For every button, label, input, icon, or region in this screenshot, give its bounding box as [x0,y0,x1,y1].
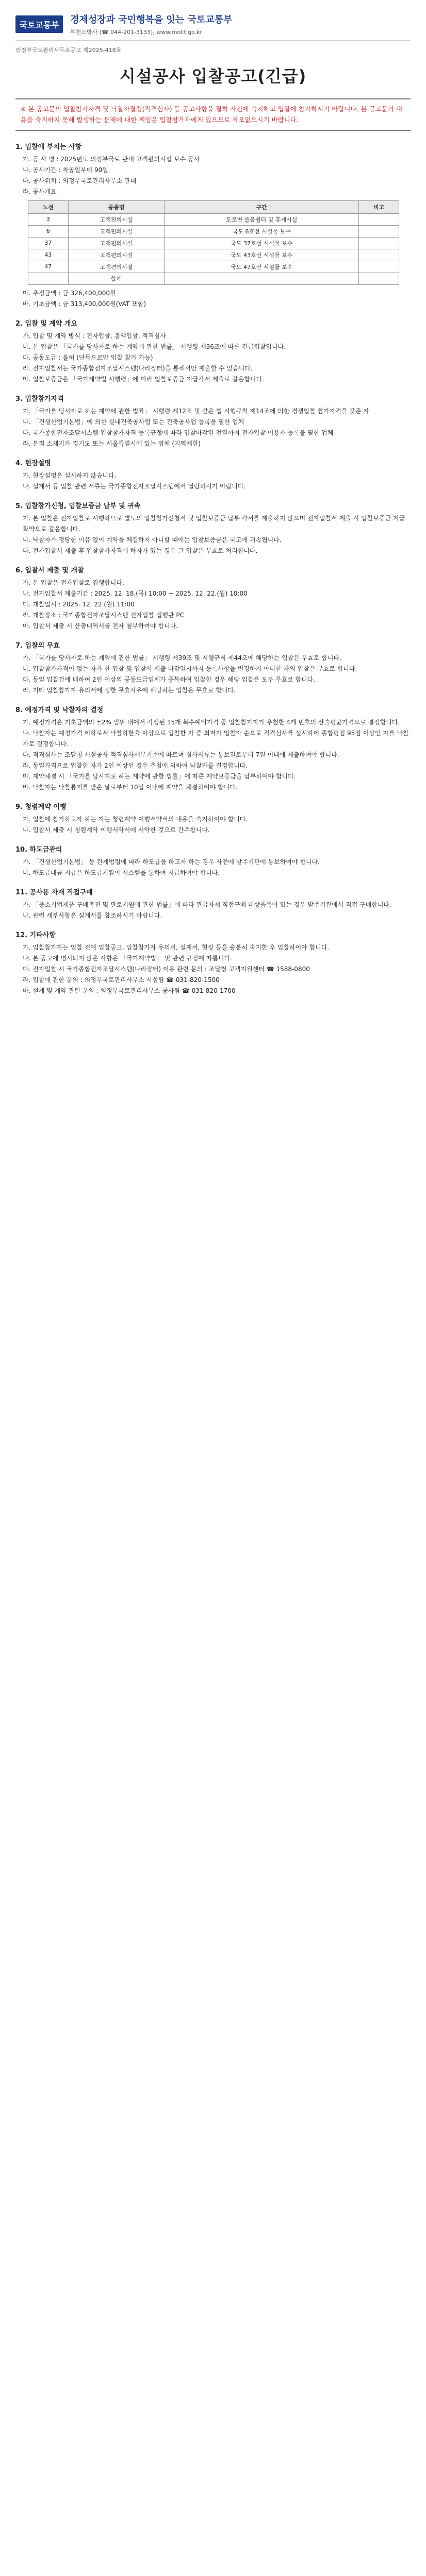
table-cell: 합계 [68,273,165,284]
section-line: 다. 전자입찰 시 국가종합전자조달시스템(나라장터) 이용 관련 문의 : 조달청 고객지원센터 ☎ 1588-0800 [23,965,310,973]
section-line: 라. 기타 입찰참가자 유의서에 정한 무효사유에 해당하는 입찰은 무효로 합니다. [23,686,236,694]
section-line: 바. 낙찰자는 낙찰통지를 받은 날로부터 10일 이내에 계약을 체결하여야 합니다. [23,783,238,791]
section-line: 마. 입찰서 제출 시 산출내역서를 전자 첨부하여야 합니다. [23,622,178,630]
table-row [28,213,399,225]
cost-line: 바. 기초금액 : 금 313,400,000원(VAT 포함) [23,300,146,308]
section-heading: 1. 입찰에 부치는 사항 [15,143,82,151]
table-cell: 도로변 졸음쉼터 및 휴게시설 [165,213,359,225]
section-line: 가. 「중소기업제품 구매촉진 및 판로지원에 관한 법률」에 따라 관급자재 직접구매 대상품목이 있는 경우 발주기관에서 직접 구매합니다. [23,901,391,908]
section-line: 가. 입찰에 참가하고자 하는 자는 청렴계약 이행서약서의 내용을 숙지하여야 합니다. [23,815,248,823]
section-line: 나. 「건설산업기본법」에 의한 실내건축공사업 또는 건축공사업 등록을 필한 업체 [23,418,244,426]
table-cell: 43 [28,249,69,261]
section-line: 가. 「국가를 당사자로 하는 계약에 관한 법률」 시행령 제12조 및 같은 법 시행규칙 제14조에 의한 경쟁입찰 참가자격을 갖춘 자 [23,407,369,415]
section-line: 가. 예정가격은 기초금액의 ±2% 범위 내에서 작성된 15개 복수예비가격 중 입찰참가자가 추첨한 4개 번호의 산술평균가격으로 결정합니다. [23,718,400,726]
table-cell: 국도 37호선 시설물 보수 [165,237,359,249]
office-contact: 부천소방사 (☎ 044-201-3133), www.molit.go.kr [70,29,203,36]
section-line: 라. 입찰에 관한 문의 : 의정부국토관리사무소 시설팀 ☎ 031-820-1500 [23,976,220,984]
ministry-logo: 국토교통부 [15,15,63,33]
section-line: 나. 관련 세부사항은 설계서를 참조하시기 바랍니다. [23,911,162,919]
table-cell [28,273,69,284]
section-line: 다. 국가종합전자조달시스템 입찰참가자격 등록규정에 따라 입찰마감일 전일까지 전자입찰 이용자 등록을 필한 업체 [23,429,334,436]
section-line: 나. 낙찰자는 예정가격 이하로서 낙찰하한율 이상으로 입찰한 자 중 최저가 입찰자 순으로 적격심사를 실시하여 종합평점 95점 이상인 자를 낙찰자로 결정합니다. [23,729,409,748]
section-line: 다. 동일 입찰건에 대하여 2인 이상의 공동도급업체가 중복하여 입찰한 경우 해당 입찰은 모두 무효로 합니다. [23,675,316,683]
section-heading: 3. 입찰참가자격 [15,395,64,403]
cost-line: 마. 추정금액 : 금 326,400,000원 [23,289,116,297]
page-title: 시설공사 입찰공고(긴급) [119,66,307,86]
section-line: 라. 동일가격으로 입찰한 자가 2인 이상인 경우 추첨에 의하여 낙찰자를 결정합니다. [23,761,248,769]
section-heading: 2. 입찰 및 계약 개요 [15,319,77,328]
notice-number: 의정부국토관리사무소공고 제2025-418호 [15,47,122,54]
section-heading: 10. 하도급관리 [15,845,62,854]
section-line: 가. 입찰 및 계약 방식 : 전자입찰, 총액입찰, 적격심사 [23,332,166,340]
table-cell: 국도 47호선 시설물 보수 [165,261,359,273]
section-line: 나. 전자입찰서 제출기간 : 2025. 12. 18.(목) 10:00 ~ 2025. 12. 22.(월) 10:00 [23,589,248,597]
sections-body [15,318,411,996]
table-row [28,249,399,261]
section-line: 가. 본 입찰은 전자입찰로 시행하므로 별도의 입찰참가신청서 및 입찰보증금 납부 각서를 제출하지 않으며 전자입찰서 제출 시 입찰보증금 지급 확약으로 갈음합니다. [23,514,405,533]
table-cell [359,273,399,284]
warning-notice: ※ 본 공고문의 입찰참가자격 및 낙찰자결정(적격심사) 등 공고사항을 필히 사전에 숙지하고 입찰에 참가하시기 바랍니다. 본 공고문의 내용을 숙지하지 못해 발생하는 문제에 대한 책임은 입찰참가자에게 있으므로 착오없으시기 바랍니다. [15,98,411,131]
table-cell: 고객편의시설 [68,237,165,249]
section-line: 가. 공 사 명 : 2025년도 의정부국토 관내 고객편의시설 보수 공사 [23,155,200,163]
section-line: 나. 본 공고에 명시되지 않은 사항은 「국가계약법」 및 관련 규정에 따릅니다. [23,954,232,962]
section-1 [15,141,411,197]
table-header-cell: 구간 [165,200,359,213]
section-line: 라. 본점 소재지가 경기도 또는 서울특별시에 있는 업체 (지역제한) [23,439,201,447]
section-line: 나. 공사기간 : 착공일부터 90일 [23,166,108,174]
table-cell [359,249,399,261]
table-cell [359,261,399,273]
section-line: 다. 공사위치 : 의정부국토관리사무소 관내 [23,177,137,184]
section-heading: 5. 입찰참가신청, 입찰보증금 납부 및 귀속 [15,502,141,510]
table-cell: 6 [28,225,69,237]
section-heading: 6. 입찰서 제출 및 개찰 [15,566,84,574]
section-line: 마. 계약체결 시 「국가를 당사자로 하는 계약에 관한 법률」에 따른 계약보증금을 납부하여야 합니다. [23,772,296,780]
work-table [28,200,399,285]
section-line: 다. 적격심사는 조달청 시설공사 적격심사세부기준에 따르며 심사서류는 통보일로부터 7일 이내에 제출하여야 합니다. [23,751,339,758]
section-line: 나. 설계서 등 입찰 관련 서류는 국가종합전자조달시스템에서 열람하시기 바랍니다. [23,482,246,490]
section-line: 나. 입찰서 제출 시 청렴계약 이행서약서에 서약한 것으로 간주합니다. [23,826,210,834]
section-line: 라. 전자입찰서는 국가종합전자조달시스템(나라장터)을 통해서만 제출할 수 있습니다. [23,364,253,372]
table-cell: 3 [28,213,69,225]
section-line: 라. 공사개요 [23,188,57,195]
section-line: 다. 개찰일시 : 2025. 12. 22.(월) 11:00 [23,600,135,608]
slogan: 경제성장과 국민행복을 잇는 국토교통부 [70,14,233,25]
section-line: 가. 「건설산업기본법」 등 관계법령에 따라 하도급을 하고자 하는 경우 사전에 발주기관에 통보하여야 합니다. [23,858,320,866]
table-header-cell: 비고 [359,200,399,213]
table-cell: 고객편의시설 [68,225,165,237]
section-heading: 7. 입찰의 무효 [15,641,60,650]
table-cell [359,237,399,249]
section-heading: 9. 청렴계약 이행 [15,803,67,811]
table-row [28,225,399,237]
section-line: 라. 개찰장소 : 국가종합전자조달시스템 전자입찰 집행관 PC [23,611,184,619]
section-heading: 4. 현장설명 [15,459,51,467]
cost-summary [15,288,411,310]
table-header-cell: 노선 [28,200,69,213]
table-cell: 47 [28,261,69,273]
table-row [28,237,399,249]
letterhead-text [70,12,232,36]
table-cell: 고객편의시설 [68,261,165,273]
section-line: 다. 전자입찰서 제출 후 입찰참가자격에 하자가 있는 경우 그 입찰은 무효로 처리합니다. [23,547,258,554]
table-cell: 고객편의시설 [68,213,165,225]
table-row [28,273,399,284]
table-cell: 국도 43호선 시설물 보수 [165,249,359,261]
letterhead [15,12,411,41]
table-header-cell: 공종명 [68,200,165,213]
section-line: 가. 입찰참가자는 입찰 전에 입찰공고, 입찰참가자 유의서, 설계서, 현장 등을 충분히 숙지한 후 입찰하여야 합니다. [23,943,330,951]
table-cell: 국도 6호선 시설물 보수 [165,225,359,237]
table-cell [359,213,399,225]
section-line: 마. 입찰보증금은 「국가계약법 시행령」에 따라 입찰보증금 지급각서 제출로 갈음합니다. [23,375,264,383]
section-line: 마. 설계 및 계약 관련 문의 : 의정부국토관리사무소 공사팀 ☎ 031-820-1700 [23,987,236,994]
section-line: 가. 본 입찰은 전자입찰로 집행합니다. [23,579,124,586]
document [15,12,411,996]
table-cell: 고객편의시설 [68,249,165,261]
section-heading: 12. 기타사항 [15,931,56,939]
section-heading: 11. 공사용 자재 직접구매 [15,888,93,896]
table-cell [359,225,399,237]
section-heading: 8. 예정가격 및 낙찰자의 결정 [15,706,104,714]
section-line: 나. 하도급대금 지급은 하도급지킴이 시스템을 통하여 지급하여야 합니다. [23,869,220,876]
section-line: 가. 「국가를 당사자로 하는 계약에 관한 법률」 시행령 제39조 및 시행규칙 제44조에 해당하는 입찰은 무효로 합니다. [23,654,341,662]
table-cell [165,273,359,284]
table-cell: 37 [28,237,69,249]
section-line: 다. 공동도급 : 불허 (단독으로만 입찰 참가 가능) [23,353,153,361]
section-line: 가. 현장설명은 실시하지 않습니다. [23,471,117,479]
table-row [28,261,399,273]
section-line: 나. 낙찰자가 정당한 이유 없이 계약을 체결하지 아니할 때에는 입찰보증금은 국고에 귀속됩니다. [23,536,282,544]
section-line: 나. 입찰참가자격이 없는 자가 한 입찰 및 입찰서 제출 마감일시까지 등록사항을 변경하지 아니한 자의 입찰은 무효로 합니다. [23,665,357,672]
section-line: 나. 본 입찰은 「국가를 당사자로 하는 계약에 관한 법률」 시행령 제36조에 따른 긴급입찰입니다. [23,343,286,350]
